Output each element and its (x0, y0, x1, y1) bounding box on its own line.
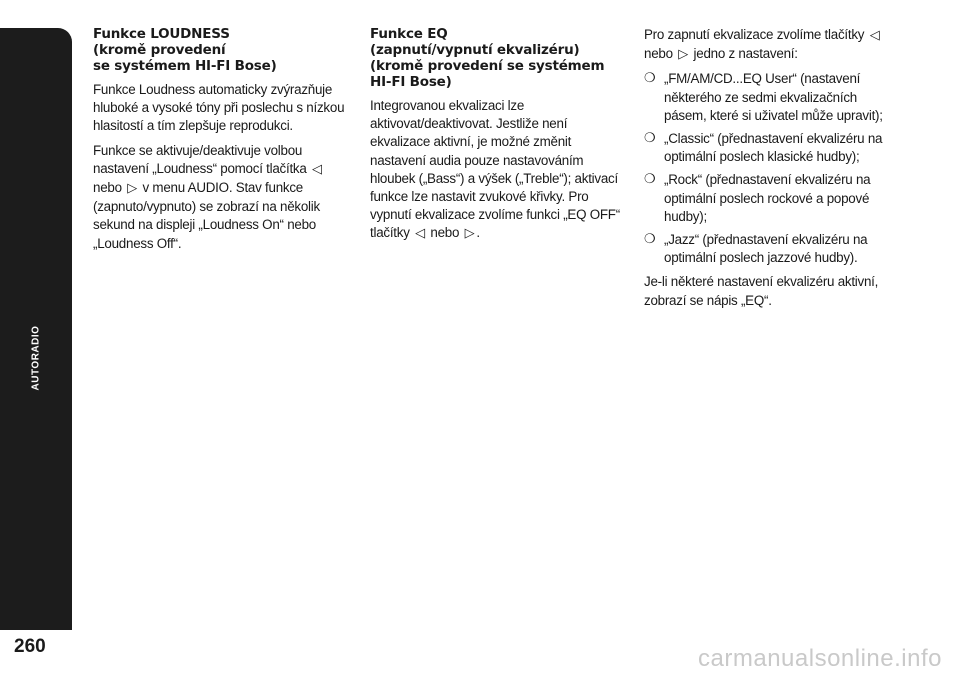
list-item: ❍ „Rock“ (přednastavení ekvalizéru na optimální poslech rockové a popové hudby); (644, 172, 871, 224)
right-arrow-icon: ▷ (678, 47, 689, 63)
bullet-icon: ❍ (644, 71, 656, 87)
paragraph: Pro zapnutí ekvalizace zvolíme tlačítky ◁ nebo ▷ jedno z nastavení: (644, 27, 880, 63)
left-arrow-icon: ◁ (415, 226, 425, 242)
heading-eq: Funkce EQ (zapnutí/vypnutí ekvalizéru) (kromě provedení se systémem HI-FI Bose) (370, 26, 605, 90)
column-loudness (93, 26, 351, 259)
list-item: ❍ „Classic“ (přednastavení ekvalizéru na optimální poslech klasické hudby); (644, 131, 883, 165)
list-item: ❍ „Jazz“ (přednastavení ekvalizéru na optimální poslech jazzové hudby). (644, 232, 868, 266)
section-label: AUTORADIO (30, 325, 42, 391)
paragraph: Funkce Loudness automaticky zvýrazňuje hluboké a vysoké tóny při poslechu s nízkou hlasitostí a tím zlepšuje reprodukci. (93, 82, 345, 134)
paragraph: Je-li některé nastavení ekvalizéru aktivní, zobrazí se nápis „EQ“. (644, 274, 879, 308)
left-arrow-icon: ◁ (312, 161, 322, 177)
page-number: 260 (14, 636, 46, 657)
bullet-icon: ❍ (644, 131, 656, 147)
bullet-icon: ❍ (644, 232, 656, 248)
paragraph: Funkce se aktivuje/deaktivuje volbou nastavení „Loudness“ pomocí tlačítka ◁ nebo ▷ v menu AUDIO. Stav funkce (zapnuto/vypnuto) se zobrazí na několik sekund na displeji „Loudness On“ nebo „Loudness Off“. (93, 142, 322, 251)
left-arrow-icon: ◁ (869, 28, 880, 43)
paragraph: Integrovanou ekvalizaci lze aktivovat/deaktivovat. Jestliže není ekvalizace aktivní, je možné změnit nastavení audia pouze nastavováním hloubek („Bass“) a výšek („Treble“); aktivací funkce lze nastavit zvukové křivky. Pro vypnutí ekvalizace zvolíme funkci „EQ OFF“ tlačítky ◁ nebo ▷ . (370, 98, 620, 242)
eq-preset-list (644, 70, 898, 267)
section-tab (0, 28, 72, 630)
column-eq-settings (644, 26, 898, 316)
watermark: carmanualsonline.info (698, 645, 942, 672)
column-eq (370, 26, 626, 250)
list-item: ❍ „FM/AM/CD...EQ User“ (nastavení některého ze sedmi ekvalizačních pásem, které si uživatel může upravit); (644, 71, 883, 123)
right-arrow-icon: ▷ (127, 181, 138, 197)
heading-loudness: Funkce LOUDNESS (kromě provedení se systémem HI-FI Bose) (93, 26, 277, 74)
right-arrow-icon: ▷ (464, 226, 475, 242)
bullet-icon: ❍ (644, 172, 656, 188)
